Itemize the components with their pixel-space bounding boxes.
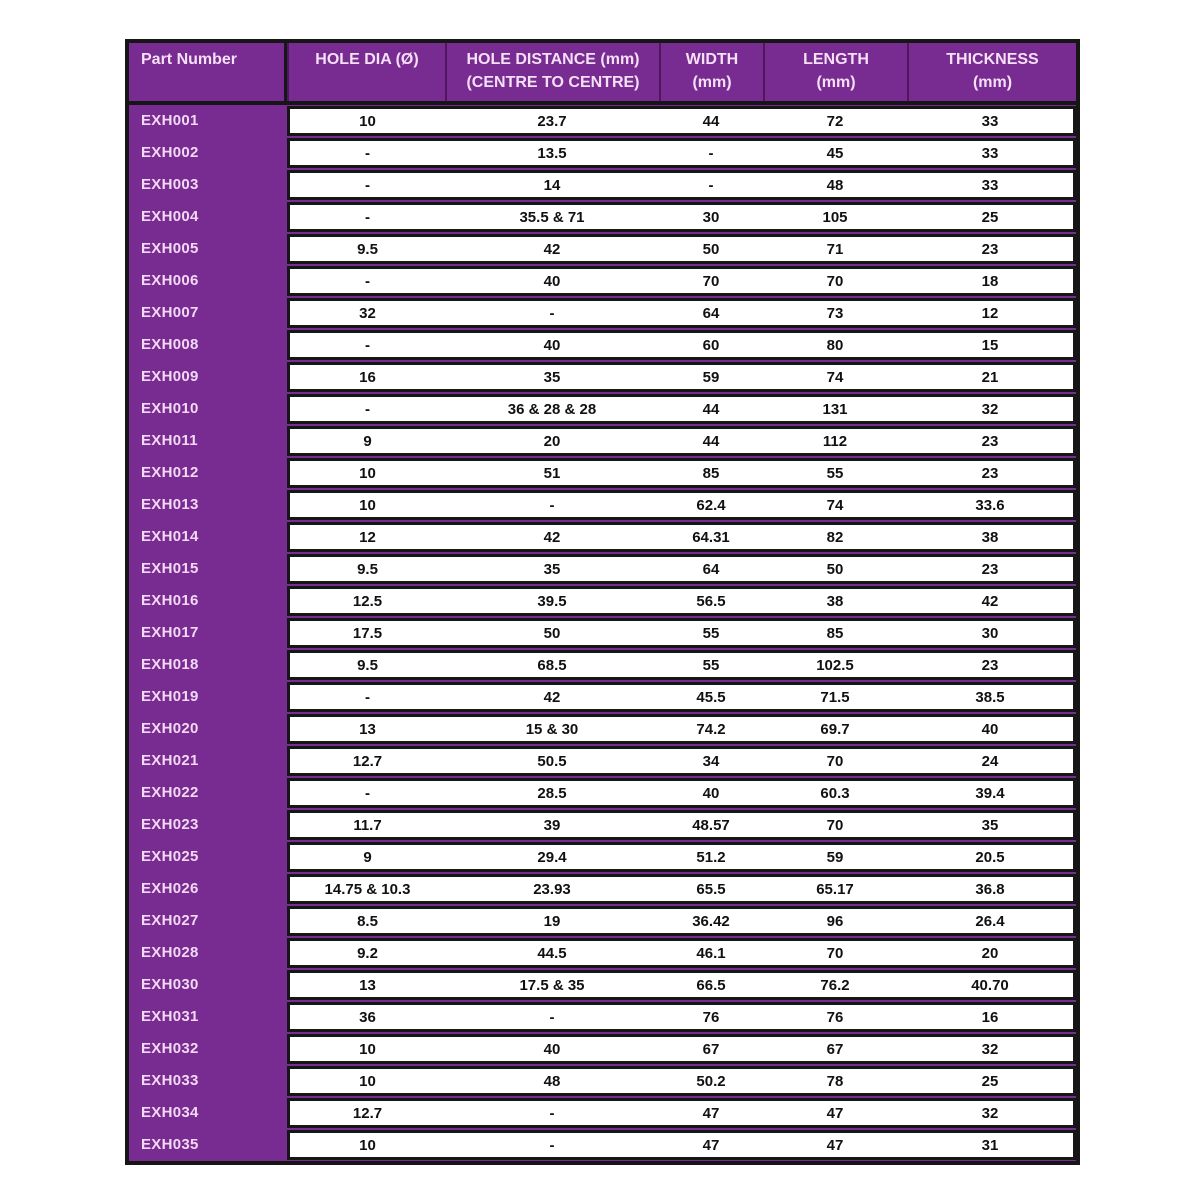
value-cell: 13.5 (537, 144, 567, 162)
value-cell: 50 (543, 624, 561, 642)
value-cell: 65.5 (696, 880, 726, 898)
value-cell: - (549, 304, 555, 322)
value-cell: 70 (826, 752, 844, 770)
value-cell: 14 (543, 176, 561, 194)
value-cell: 9.2 (357, 944, 378, 962)
value-cell: 23 (981, 464, 999, 482)
header-sublabel: (mm) (816, 74, 856, 92)
part-number-cell: EXH008 (129, 329, 287, 361)
value-cell: 55 (702, 656, 720, 674)
value-cell: 105 (822, 208, 848, 226)
value-cell: - (365, 176, 370, 194)
table-row (129, 1065, 1076, 1097)
value-cell: 38 (981, 528, 999, 546)
table-row (129, 361, 1076, 393)
table-row (129, 745, 1076, 777)
value-cell: 10 (359, 496, 376, 514)
table-row (129, 297, 1076, 329)
value-cell: - (549, 1136, 555, 1154)
value-cell: 55 (702, 624, 720, 642)
value-cell: 68.5 (537, 656, 567, 674)
row-data-box (287, 298, 1076, 328)
value-cell: - (365, 144, 370, 162)
value-cell: 78 (826, 1072, 844, 1090)
row-data-box (287, 362, 1076, 392)
value-cell: 23.93 (533, 880, 571, 898)
value-cell: 32 (981, 1040, 999, 1058)
value-cell: 76 (702, 1008, 720, 1026)
value-cell: 28.5 (537, 784, 567, 802)
part-number-cell: EXH035 (129, 1129, 287, 1161)
value-cell: 76 (826, 1008, 844, 1026)
part-number-cell: EXH015 (129, 553, 287, 585)
value-cell: 74 (826, 368, 844, 386)
value-cell: - (708, 176, 714, 194)
table-row (129, 585, 1076, 617)
value-cell: 131 (822, 400, 848, 418)
value-cell: 16 (359, 368, 376, 386)
value-cell: 13 (359, 976, 376, 994)
part-number-cell: EXH022 (129, 777, 287, 809)
row-data-box (287, 234, 1076, 264)
value-cell: - (365, 688, 370, 706)
row-data-box (287, 682, 1076, 712)
value-cell: 23 (981, 432, 999, 450)
value-cell: 71 (826, 240, 844, 258)
part-number-cell: EXH010 (129, 393, 287, 425)
value-cell: 40 (543, 272, 561, 290)
value-cell: 8.5 (357, 912, 378, 930)
part-number-cell: EXH025 (129, 841, 287, 873)
table-row (129, 649, 1076, 681)
part-number-cell: EXH021 (129, 745, 287, 777)
value-cell: 32 (981, 400, 999, 418)
part-number-cell: EXH002 (129, 137, 287, 169)
value-cell: 39.5 (537, 592, 567, 610)
value-cell: 47 (702, 1136, 720, 1154)
value-cell: 59 (826, 848, 844, 866)
value-cell: 50 (702, 240, 720, 258)
row-data-box (287, 714, 1076, 744)
part-number-cell: EXH028 (129, 937, 287, 969)
row-data-box (287, 874, 1076, 904)
value-cell: 35 (543, 368, 561, 386)
value-cell: 24 (981, 752, 999, 770)
value-cell: 56.5 (696, 592, 726, 610)
value-cell: 20.5 (975, 848, 1005, 866)
part-number-cell: EXH011 (129, 425, 287, 457)
row-data-box (287, 586, 1076, 616)
header-width (659, 43, 763, 101)
table-header-row (129, 43, 1076, 105)
value-cell: 20 (981, 944, 999, 962)
table-row (129, 233, 1076, 265)
value-cell: 48 (543, 1072, 561, 1090)
row-data-box (287, 138, 1076, 168)
table-row (129, 937, 1076, 969)
value-cell: 33 (981, 112, 999, 130)
row-data-box (287, 810, 1076, 840)
value-cell: 17.5 & 35 (519, 976, 585, 994)
row-data-box (287, 778, 1076, 808)
table-row (129, 137, 1076, 169)
table-row (129, 201, 1076, 233)
part-number-cell: EXH018 (129, 649, 287, 681)
value-cell: 102.5 (816, 656, 854, 674)
value-cell: 21 (981, 368, 999, 386)
part-number-cell: EXH004 (129, 201, 287, 233)
header-label: Part Number (141, 51, 238, 68)
value-cell: 32 (981, 1104, 999, 1122)
header-label: THICKNESS (946, 51, 1039, 68)
part-number-cell: EXH012 (129, 457, 287, 489)
value-cell: - (549, 1008, 555, 1026)
row-data-box (287, 426, 1076, 456)
value-cell: 69.7 (820, 720, 850, 738)
value-cell: 36.42 (692, 912, 730, 930)
value-cell: 9 (363, 848, 372, 866)
value-cell: 10 (359, 1040, 376, 1058)
table-row (129, 969, 1076, 1001)
row-data-box (287, 202, 1076, 232)
value-cell: 39.4 (975, 784, 1005, 802)
row-data-box (287, 554, 1076, 584)
row-data-box (287, 906, 1076, 936)
row-data-box (287, 970, 1076, 1000)
value-cell: 47 (826, 1136, 844, 1154)
value-cell: 51 (543, 464, 561, 482)
table-row (129, 841, 1076, 873)
value-cell: 15 (981, 336, 999, 354)
value-cell: 23 (981, 560, 999, 578)
value-cell: 35 (543, 560, 561, 578)
value-cell: 12.7 (352, 1104, 383, 1122)
value-cell: 85 (702, 464, 720, 482)
table-row (129, 873, 1076, 905)
value-cell: - (365, 400, 370, 418)
value-cell: - (549, 496, 555, 514)
part-number-cell: EXH030 (129, 969, 287, 1001)
part-number-cell: EXH009 (129, 361, 287, 393)
value-cell: 35.5 & 71 (519, 208, 585, 226)
table-row (129, 713, 1076, 745)
value-cell: 13 (359, 720, 376, 738)
part-number-cell: EXH007 (129, 297, 287, 329)
value-cell: 67 (826, 1040, 844, 1058)
value-cell: 32 (359, 304, 376, 322)
value-cell: 23 (981, 240, 999, 258)
table-row (129, 425, 1076, 457)
value-cell: 10 (359, 464, 376, 482)
part-number-cell: EXH013 (129, 489, 287, 521)
value-cell: 44 (702, 400, 720, 418)
value-cell: 50.2 (696, 1072, 726, 1090)
header-sublabel: (CENTRE TO CENTRE) (466, 74, 640, 92)
table-body (129, 105, 1076, 1161)
value-cell: 62.4 (696, 496, 726, 514)
value-cell: 82 (826, 528, 844, 546)
value-cell: 40 (543, 1040, 561, 1058)
value-cell: 36 (359, 1008, 376, 1026)
table-row (129, 777, 1076, 809)
value-cell: 38 (826, 592, 844, 610)
row-data-box (287, 938, 1076, 968)
part-number-cell: EXH001 (129, 105, 287, 137)
table-row (129, 265, 1076, 297)
value-cell: 23 (981, 656, 999, 674)
table-row (129, 1129, 1076, 1161)
value-cell: 51.2 (696, 848, 726, 866)
table-row (129, 905, 1076, 937)
row-data-box (287, 170, 1076, 200)
value-cell: 48.57 (692, 816, 730, 834)
part-number-cell: EXH026 (129, 873, 287, 905)
value-cell: 17.5 (352, 624, 383, 642)
row-data-box (287, 106, 1076, 136)
value-cell: 70 (826, 272, 844, 290)
row-data-box (287, 330, 1076, 360)
value-cell: 71.5 (820, 688, 850, 706)
value-cell: 67 (702, 1040, 720, 1058)
header-label: WIDTH (685, 51, 739, 68)
row-data-box (287, 1034, 1076, 1064)
value-cell: 40 (702, 784, 720, 802)
value-cell: 76.2 (820, 976, 850, 994)
value-cell: 33 (981, 176, 999, 194)
part-number-cell: EXH006 (129, 265, 287, 297)
value-cell: 42 (981, 592, 999, 610)
value-cell: 18 (981, 272, 999, 290)
value-cell: 50 (826, 560, 844, 578)
value-cell: 9.5 (357, 560, 378, 578)
value-cell: 48 (826, 176, 844, 194)
exhaust-hanger-spec-table (125, 39, 1080, 1165)
value-cell: 14.75 & 10.3 (324, 880, 411, 898)
row-data-box (287, 266, 1076, 296)
value-cell: 33 (981, 144, 999, 162)
value-cell: - (365, 784, 370, 802)
value-cell: 60.3 (820, 784, 850, 802)
row-data-box (287, 1002, 1076, 1032)
value-cell: 9 (363, 432, 372, 450)
value-cell: 47 (702, 1104, 720, 1122)
value-cell: 42 (543, 688, 561, 706)
value-cell: 26.4 (975, 912, 1005, 930)
part-number-cell: EXH032 (129, 1033, 287, 1065)
value-cell: 36.8 (975, 880, 1005, 898)
value-cell: 42 (543, 528, 561, 546)
value-cell: 70 (702, 272, 720, 290)
value-cell: 12.7 (352, 752, 383, 770)
row-data-box (287, 842, 1076, 872)
part-number-cell: EXH027 (129, 905, 287, 937)
value-cell: - (365, 272, 370, 290)
value-cell: 74.2 (696, 720, 726, 738)
row-data-box (287, 1098, 1076, 1128)
value-cell: 44 (702, 432, 720, 450)
value-cell: 96 (826, 912, 844, 930)
table-row (129, 457, 1076, 489)
table-row (129, 1033, 1076, 1065)
value-cell: 59 (702, 368, 720, 386)
header-part-number (129, 43, 287, 101)
value-cell: 85 (826, 624, 844, 642)
value-cell: 70 (826, 816, 844, 834)
header-label: LENGTH (803, 51, 869, 68)
value-cell: 16 (981, 1008, 999, 1026)
value-cell: 64.31 (692, 528, 730, 546)
value-cell: 44.5 (537, 944, 567, 962)
part-number-cell: EXH014 (129, 521, 287, 553)
value-cell: 42 (543, 240, 561, 258)
value-cell: 10 (359, 1072, 376, 1090)
header-hole-distance (445, 43, 659, 101)
value-cell: 64 (702, 304, 720, 322)
value-cell: 9.5 (357, 656, 378, 674)
value-cell: - (365, 208, 370, 226)
table-row (129, 105, 1076, 137)
value-cell: 12 (981, 304, 999, 322)
part-number-cell: EXH023 (129, 809, 287, 841)
value-cell: 12.5 (352, 592, 383, 610)
table-row (129, 809, 1076, 841)
value-cell: 30 (981, 624, 999, 642)
value-cell: 10 (359, 1136, 376, 1154)
part-number-cell: EXH019 (129, 681, 287, 713)
value-cell: 46.1 (696, 944, 726, 962)
value-cell: 25 (981, 1072, 999, 1090)
value-cell: 19 (543, 912, 561, 930)
value-cell: - (708, 144, 714, 162)
table-row (129, 1001, 1076, 1033)
value-cell: 31 (981, 1136, 999, 1154)
table-row (129, 681, 1076, 713)
value-cell: 33.6 (975, 496, 1005, 514)
header-length (763, 43, 907, 101)
row-data-box (287, 1066, 1076, 1096)
value-cell: 38.5 (975, 688, 1005, 706)
value-cell: 45.5 (696, 688, 726, 706)
part-number-cell: EXH031 (129, 1001, 287, 1033)
part-number-cell: EXH020 (129, 713, 287, 745)
header-sublabel: (mm) (972, 74, 1013, 92)
value-cell: 45 (826, 144, 844, 162)
table-row (129, 553, 1076, 585)
value-cell: 112 (822, 432, 848, 450)
row-data-box (287, 394, 1076, 424)
value-cell: 40.70 (971, 976, 1009, 994)
value-cell: 25 (981, 208, 999, 226)
value-cell: 10 (359, 112, 376, 130)
value-cell: 73 (826, 304, 844, 322)
table-row (129, 521, 1076, 553)
value-cell: 65.17 (816, 880, 854, 898)
value-cell: 23.7 (537, 112, 567, 130)
value-cell: 35 (981, 816, 999, 834)
part-number-cell: EXH016 (129, 585, 287, 617)
table-row (129, 489, 1076, 521)
value-cell: 44 (702, 112, 720, 130)
table-row (129, 329, 1076, 361)
header-sublabel: (mm) (692, 74, 732, 92)
part-number-cell: EXH003 (129, 169, 287, 201)
value-cell: 70 (826, 944, 844, 962)
value-cell: 60 (702, 336, 720, 354)
value-cell: 40 (981, 720, 999, 738)
value-cell: 15 & 30 (525, 720, 579, 738)
value-cell: 66.5 (696, 976, 726, 994)
row-data-box (287, 522, 1076, 552)
value-cell: 39 (543, 816, 561, 834)
value-cell: 30 (702, 208, 720, 226)
value-cell: 47 (826, 1104, 844, 1122)
value-cell: - (365, 336, 370, 354)
header-hole-dia (287, 43, 445, 101)
value-cell: 40 (543, 336, 561, 354)
value-cell: 74 (826, 496, 844, 514)
part-number-cell: EXH017 (129, 617, 287, 649)
value-cell: 29.4 (537, 848, 567, 866)
header-thickness (907, 43, 1076, 101)
row-data-box (287, 458, 1076, 488)
row-data-box (287, 618, 1076, 648)
row-data-box (287, 746, 1076, 776)
row-data-box (287, 1130, 1076, 1160)
value-cell: 20 (543, 432, 561, 450)
value-cell: 9.5 (357, 240, 378, 258)
table-row (129, 1097, 1076, 1129)
header-label: HOLE DIA (Ø) (315, 51, 419, 68)
part-number-cell: EXH034 (129, 1097, 287, 1129)
header-label: HOLE DISTANCE (mm) (466, 51, 640, 68)
value-cell: 11.7 (353, 816, 382, 834)
value-cell: 72 (826, 112, 844, 130)
value-cell: 12 (359, 528, 376, 546)
value-cell: 64 (702, 560, 720, 578)
value-cell: 80 (826, 336, 844, 354)
value-cell: 34 (702, 752, 720, 770)
part-number-cell: EXH005 (129, 233, 287, 265)
value-cell: 55 (826, 464, 844, 482)
row-data-box (287, 650, 1076, 680)
table-row (129, 393, 1076, 425)
value-cell: - (549, 1104, 555, 1122)
value-cell: 50.5 (537, 752, 567, 770)
value-cell: 36 & 28 & 28 (507, 400, 597, 418)
part-number-cell: EXH033 (129, 1065, 287, 1097)
table-row (129, 169, 1076, 201)
table-row (129, 617, 1076, 649)
row-data-box (287, 490, 1076, 520)
